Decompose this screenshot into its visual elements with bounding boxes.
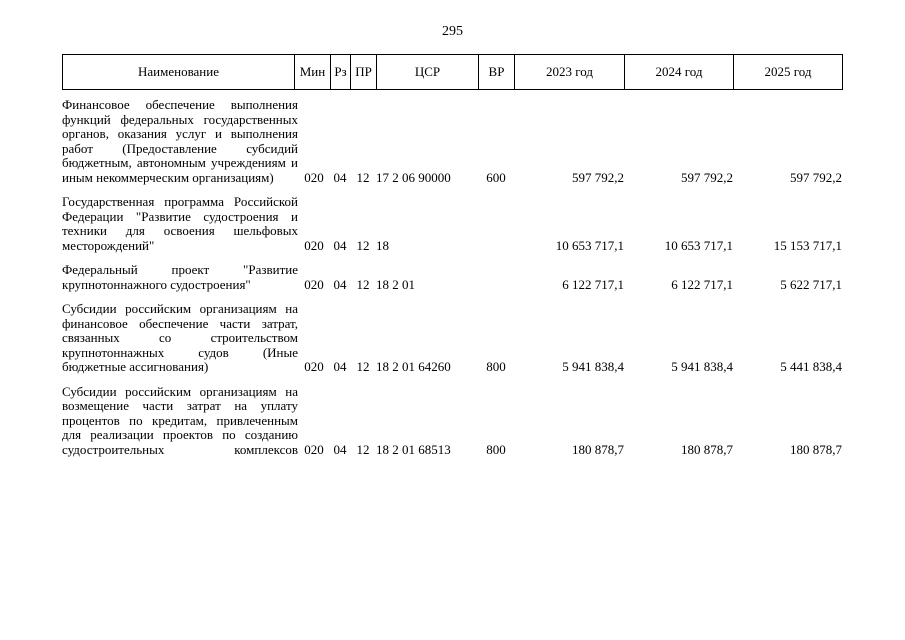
- column-header-min: Мин: [295, 55, 331, 90]
- row-vr: 800: [486, 441, 506, 457]
- row-min: 020: [304, 441, 324, 457]
- row-csr: 18 2 01 64260: [376, 359, 451, 374]
- row-rz: 04: [333, 441, 347, 457]
- row-min: 020: [304, 237, 324, 253]
- row-name: Субсидии российским организациям на возмещение части затрат на уплату процентов по кредитам, привлеченным для реализации проектов по созданию судостроительных комплексов: [62, 383, 298, 457]
- row-name: Государственная программа Российской Федерации "Развитие судостроения и техники для освоения шельфовых месторождений": [62, 194, 298, 253]
- row-2025: 5 441 838,4: [780, 359, 842, 374]
- row-2025: 180 878,7: [790, 441, 842, 457]
- table-row: [62, 302, 842, 375]
- column-header-2024: 2024 год: [625, 55, 734, 90]
- row-csr: 18 2 01 68513: [376, 441, 451, 457]
- column-header-2023: 2023 год: [515, 55, 625, 90]
- column-header-rz: Рз: [331, 55, 351, 90]
- row-2023: 597 792,2: [572, 169, 624, 185]
- table-row: [62, 385, 842, 458]
- row-vr: [478, 263, 514, 292]
- row-2024: 597 792,2: [681, 169, 733, 185]
- row-2023: 10 653 717,1: [555, 237, 624, 253]
- row-min: 020: [304, 276, 324, 292]
- row-pr: 12: [356, 169, 370, 185]
- page-number: 295: [442, 24, 463, 39]
- row-vr: 600: [486, 169, 506, 185]
- row-2025: 15 153 717,1: [773, 237, 842, 253]
- row-rz: 04: [333, 276, 347, 292]
- row-min: 020: [304, 169, 324, 185]
- row-2023: 6 122 717,1: [562, 276, 624, 292]
- row-rz: 04: [333, 237, 347, 253]
- row-name: Субсидии российским организациям на финансовое обеспечение части затрат, связанных со строительством крупнотоннажных судов (Иные бюджетные ассигнования): [62, 301, 298, 374]
- row-rz: 04: [333, 359, 347, 374]
- column-header-csr: ЦСР: [377, 55, 479, 90]
- column-header-2025: 2025 год: [734, 55, 843, 90]
- row-rz: 04: [333, 169, 347, 185]
- row-2024: 6 122 717,1: [671, 276, 733, 292]
- row-pr: 12: [356, 237, 370, 253]
- column-header-vr: ВР: [479, 55, 515, 90]
- row-2025: 597 792,2: [790, 169, 842, 185]
- row-2023: 180 878,7: [572, 441, 624, 457]
- row-name: Федеральный проект "Развитие крупнотоннажного судостроения": [62, 262, 298, 292]
- column-header-pr: ПР: [351, 55, 377, 90]
- row-pr: 12: [356, 441, 370, 457]
- row-min: 020: [304, 359, 324, 374]
- row-2023: 5 941 838,4: [562, 359, 624, 374]
- row-2024: 10 653 717,1: [664, 237, 733, 253]
- table-row: [62, 195, 842, 253]
- table-row: [62, 263, 842, 292]
- row-2025: 5 622 717,1: [780, 276, 842, 292]
- row-csr: 17 2 06 90000: [376, 169, 451, 185]
- budget-table: [62, 98, 842, 457]
- row-vr: 800: [486, 359, 506, 374]
- row-pr: 12: [356, 276, 370, 292]
- table-row: [62, 98, 842, 185]
- row-name: Финансовое обеспечение выполнения функций федеральных государственных органов, оказания услуг и выполнения работ (Предоставление субсидий бюджетным, автономным учреждениям и иным некоммерческим организациям): [62, 97, 298, 185]
- row-vr: [478, 195, 514, 253]
- column-header-name: Наименование: [63, 55, 295, 90]
- row-csr: 18: [376, 237, 389, 253]
- row-2024: 5 941 838,4: [671, 359, 733, 374]
- row-csr: 18 2 01: [376, 276, 415, 292]
- table-header: [62, 54, 843, 90]
- row-2024: 180 878,7: [681, 441, 733, 457]
- row-pr: 12: [356, 359, 370, 374]
